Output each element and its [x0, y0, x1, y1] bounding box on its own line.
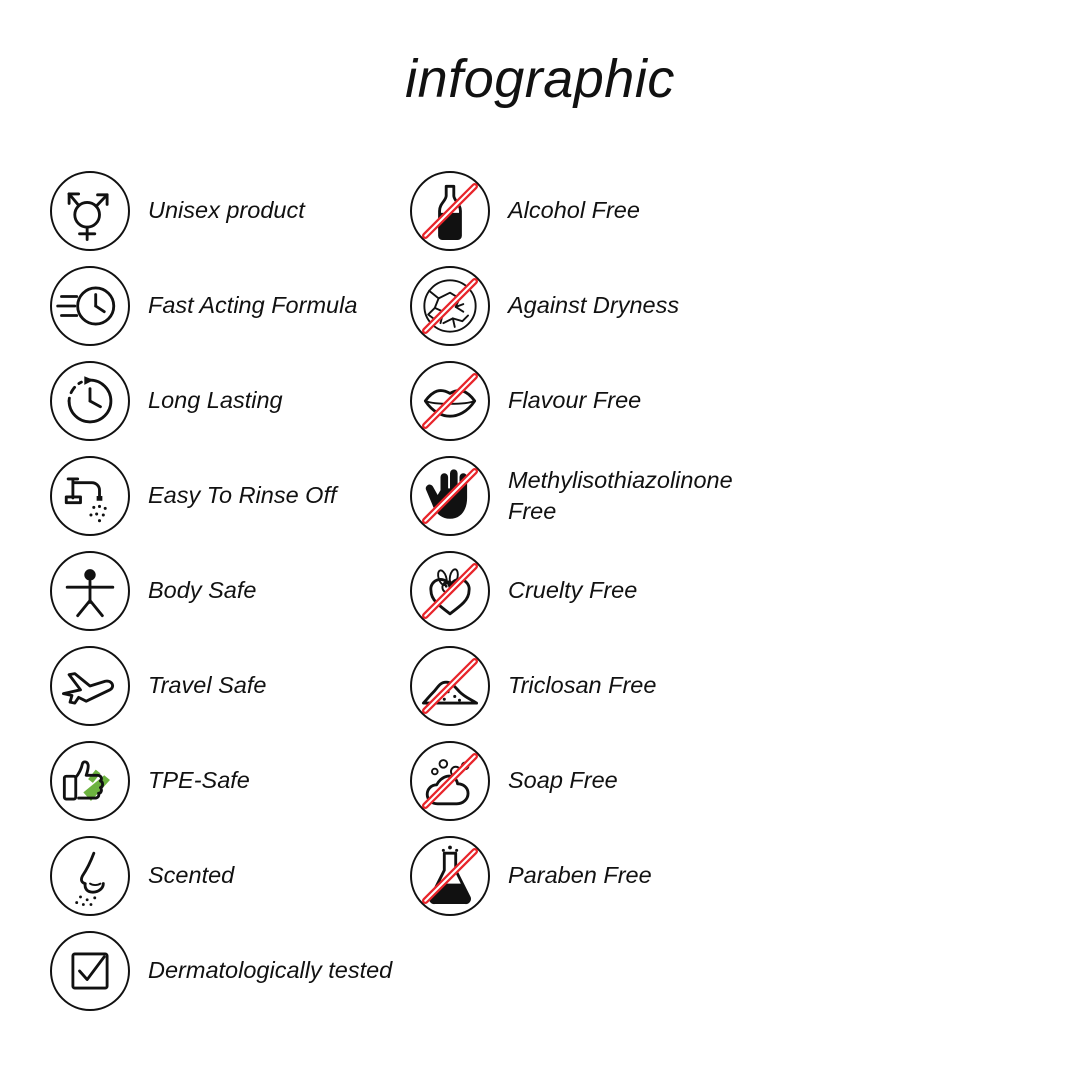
- list-item: [410, 638, 970, 733]
- list-item-label: Triclosan Free: [508, 672, 657, 699]
- faucet-icon: [50, 456, 130, 536]
- list-item-label: Unisex product: [148, 197, 305, 224]
- list-item: [50, 733, 410, 828]
- page-title: infographic: [405, 49, 675, 109]
- flask-icon: [410, 836, 490, 916]
- long-lasting-clock-icon: [50, 361, 130, 441]
- list-item-label: Against Dryness: [508, 292, 680, 319]
- left-column: [50, 163, 410, 1018]
- list-item: [50, 163, 410, 258]
- list-item-label: Cruelty Free: [508, 577, 638, 604]
- airplane-icon: [50, 646, 130, 726]
- list-item-label: Soap Free: [508, 767, 618, 794]
- right-column: [410, 163, 970, 1018]
- list-item-label: Methylisothiazolinone Free: [508, 467, 733, 524]
- nose-icon: [50, 836, 130, 916]
- list-item: [410, 733, 970, 828]
- rabbit-heart-icon: [410, 551, 490, 631]
- list-item-label: TPE-Safe: [148, 767, 250, 794]
- list-item: [50, 448, 410, 543]
- list-item-label: Paraben Free: [508, 862, 652, 889]
- body-figure-icon: [50, 551, 130, 631]
- soap-bubbles-icon: [410, 741, 490, 821]
- list-item: [50, 258, 410, 353]
- list-item: [410, 828, 970, 923]
- list-item-label: Long Lasting: [148, 387, 283, 414]
- list-item: [50, 828, 410, 923]
- unisex-symbol-icon: [50, 171, 130, 251]
- hand-icon: [410, 456, 490, 536]
- list-item: [50, 353, 410, 448]
- list-item-label: Dermatologically tested: [148, 957, 393, 984]
- powder-pile-icon: [410, 646, 490, 726]
- thumbs-up-icon: [50, 741, 130, 821]
- bottle-icon: [410, 171, 490, 251]
- list-item-label: Easy To Rinse Off: [148, 482, 337, 509]
- list-item-label: Body Safe: [148, 577, 257, 604]
- list-item-label: Travel Safe: [148, 672, 267, 699]
- list-item-label: Alcohol Free: [508, 197, 640, 224]
- list-item: [50, 923, 410, 1018]
- list-item: [410, 258, 970, 353]
- list-item: [410, 353, 970, 448]
- infographic-columns: [0, 163, 1080, 1018]
- list-item-label: Scented: [148, 862, 235, 889]
- fast-clock-icon: [50, 266, 130, 346]
- list-item: [410, 163, 970, 258]
- lips-icon: [410, 361, 490, 441]
- list-item-label: Flavour Free: [508, 387, 642, 414]
- dry-skin-icon: [410, 266, 490, 346]
- list-item-label: Fast Acting Formula: [148, 292, 358, 319]
- checkbox-icon: [50, 931, 130, 1011]
- list-item: [410, 448, 970, 543]
- list-item: [410, 543, 970, 638]
- list-item: [50, 543, 410, 638]
- list-item: [50, 638, 410, 733]
